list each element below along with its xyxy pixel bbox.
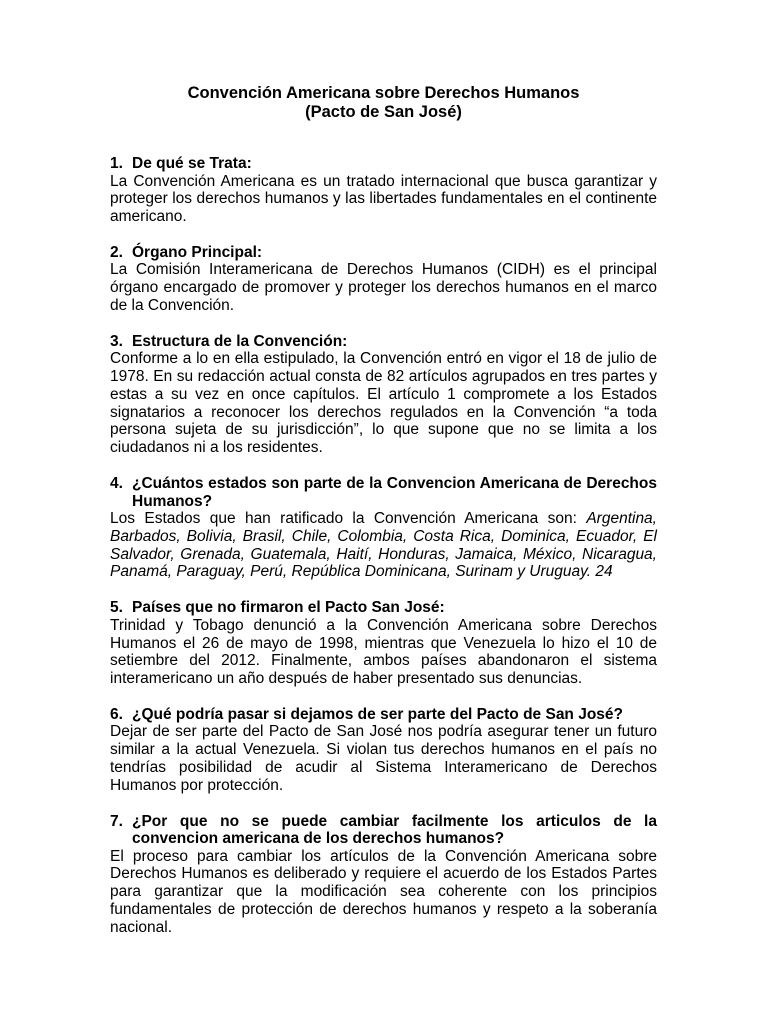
title-line-2: (Pacto de San José) — [305, 103, 462, 121]
section-heading-text: ¿Cuántos estados son parte de la Convencion Americana de Derechos Humanos? — [132, 475, 657, 510]
section-3 — [110, 333, 657, 457]
section-body: El proceso para cambiar los artículos de la Convención Americana sobre Derechos Humanos es deliberado y requiere el acuerdo de los Estados Partes para garantizar que la modificación sea coherente con los principios fundamentales de protección de derechos humanos y respeto a la soberanía nacional. — [110, 847, 657, 936]
section-heading-text: Países que no firmaron el Pacto San José: — [132, 599, 445, 617]
section-5 — [110, 599, 657, 688]
section-heading-text: ¿Por que no se puede cambiar facilmente los articulos de la convencion americana de los derechos humanos? — [132, 812, 657, 848]
section-number: 3. — [110, 332, 123, 350]
section-heading — [110, 333, 657, 351]
section-4 — [110, 475, 657, 581]
section-heading — [110, 155, 657, 173]
section-number: 6. — [110, 705, 123, 723]
section-number: 5. — [110, 599, 123, 617]
section-number: 7. — [110, 812, 123, 830]
section-heading-text: Órgano Principal: — [132, 243, 263, 261]
title-line-1: Convención Americana sobre Derechos Humanos — [187, 84, 580, 102]
section-heading-text: ¿Qué podría pasar si dejamos de ser parte del Pacto de San José? — [132, 705, 624, 723]
section-body — [110, 510, 657, 581]
section-heading — [110, 475, 657, 510]
section-heading — [110, 813, 657, 848]
document-title — [110, 84, 657, 122]
section-heading — [110, 706, 657, 724]
section-body: La Comisión Interamericana de Derechos Humanos (CIDH) es el principal órgano encargado de promover y proteger los derechos humanos en el marco de la Convención. — [110, 261, 657, 314]
section-body: Dejar de ser parte del Pacto de San José nos podría asegurar tener un futuro similar a la actual Venezuela. Si violan tus derechos humanos en el país no tendrías posibilidad de acudir al Sistema Interamericano de Derechos Humanos por protección. — [110, 723, 657, 794]
section-body: Trinidad y Tobago denunció a la Convención Americana sobre Derechos Humanos el 26 de mayo de 1998, mientras que Venezuela lo hizo el 10 de setiembre del 2012. Finalmente, ambos países abandonaron el sistema interamericano un año después de haber presentado sus denuncias. — [110, 616, 657, 688]
section-2 — [110, 244, 657, 315]
section-7 — [110, 813, 657, 937]
section-number: 2. — [110, 243, 123, 261]
section-6 — [110, 706, 657, 795]
section-heading — [110, 599, 657, 617]
section-body-intro: Los Estados que han ratificado la Convención Americana son: — [110, 510, 587, 528]
section-number: 1. — [110, 155, 123, 172]
section-heading-text: Estructura de la Convención: — [132, 332, 348, 350]
section-body: Conforme a lo en ella estipulado, la Convención entró en vigor el 18 de julio de 1978. En su redacción actual consta de 82 artículos agrupados en tres partes y estas a su vez en once capítulos. El artículo 1 compromete a los Estados signatarios a reconocer los derechos regulados en la Convención “a toda persona sujeta de su jurisdicción”, lo que supone que no se limita a los ciudadanos ni a los residentes. — [110, 350, 657, 457]
section-heading — [110, 244, 657, 262]
member-states-list: Argentina, Barbados, Bolivia, Brasil, Chile, Colombia, Costa Rica, Dominica, Ecuador, El Salvador, Grenada, Guatemala, Haití, Honduras, Jamaica, México, Nicaragua, Panamá, Paraguay, Perú, República Dominicana, Surinam y Uruguay. 24 — [110, 510, 657, 581]
section-number: 4. — [110, 475, 123, 493]
section-1 — [110, 155, 657, 226]
section-heading-text: De qué se Trata: — [132, 155, 252, 172]
section-body: La Convención Americana es un tratado internacional que busca garantizar y proteger los derechos humanos y las libertades fundamentales en el continente americano. — [110, 172, 657, 226]
